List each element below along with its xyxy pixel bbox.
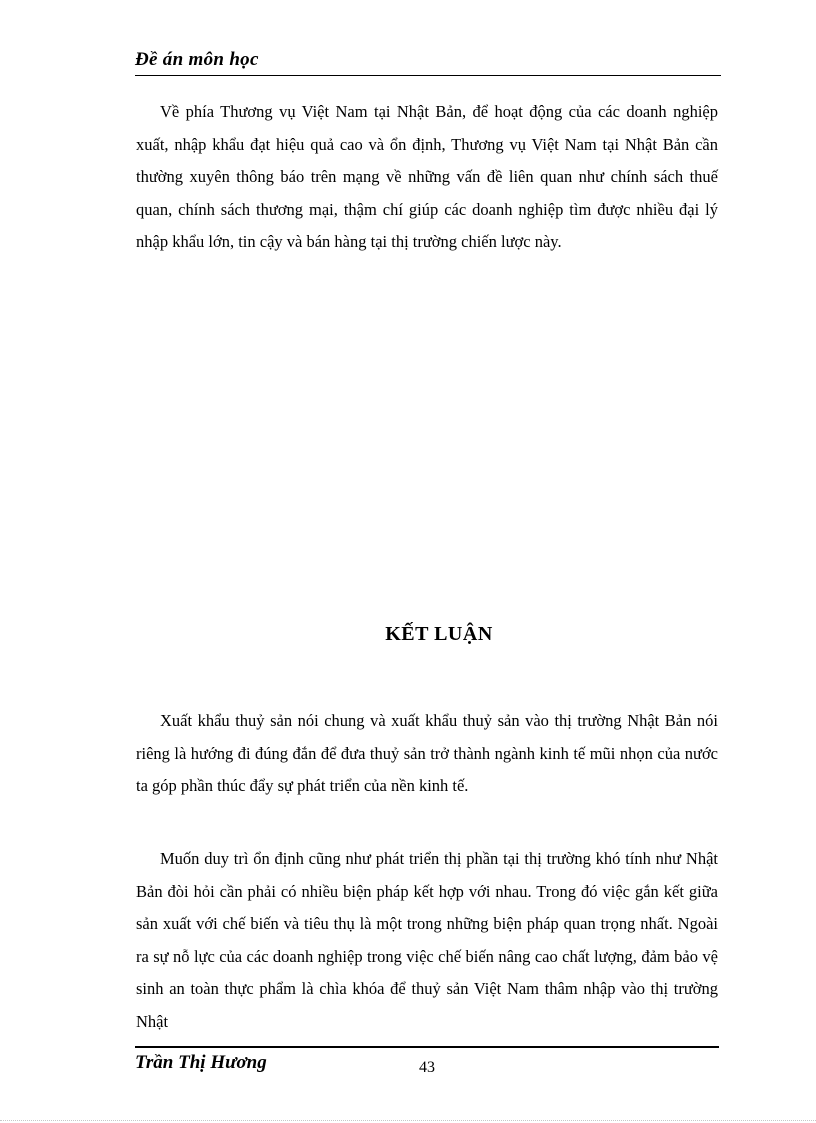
page-header <box>135 48 721 76</box>
page-number: 43 <box>419 1059 435 1076</box>
page-boundary <box>0 1120 816 1121</box>
footer-author: Trần Thị Hương <box>135 1052 267 1073</box>
header-title: Đề án môn học <box>135 49 259 70</box>
page-footer <box>135 1046 719 1088</box>
body-paragraph: Muốn duy trì ổn định cũng như phát triển thị phần tại thị trường khó tính như Nhật Bản đòi hỏi cần phải có nhiều biện pháp kết hợp với nhau. Trong đó việc gắn kết giữa sản xuất với chế biến và tiêu thụ là một trong những biện pháp quan trọng nhất. Ngoài ra sự nỗ lực của các doanh nghiệp trong việc chế biến nâng cao chất lượng, đảm bảo vệ sinh an toàn thực phẩm là chìa khóa để thuỷ sản Việt Nam thâm nhập vào thị trường Nhật <box>136 849 718 1031</box>
body-paragraph: Xuất khẩu thuỷ sản nói chung và xuất khẩu thuỷ sản vào thị trường Nhật Bản nói riêng là hướng đi đúng đắn để đưa thuỷ sản trở thành ngành kinh tế mũi nhọn của nước ta góp phần thúc đẩy sự phát triển của nền kinh tế. <box>136 711 718 795</box>
section-heading: KẾT LUẬN <box>385 623 493 645</box>
body-paragraph: Về phía Thương vụ Việt Nam tại Nhật Bản, để hoạt động của các doanh nghiệp xuất, nhập khẩu đạt hiệu quả cao và ổn định, Thương vụ Việt Nam tại Nhật Bản cần thường xuyên thông báo trên mạng về những vấn đề liên quan như chính sách thuế quan, chính sách thương mại, thậm chí giúp các doanh nghiệp tìm được nhiều đại lý nhập khẩu lớn, tin cậy và bán hàng tại thị trường chiến lược này. <box>136 102 718 251</box>
